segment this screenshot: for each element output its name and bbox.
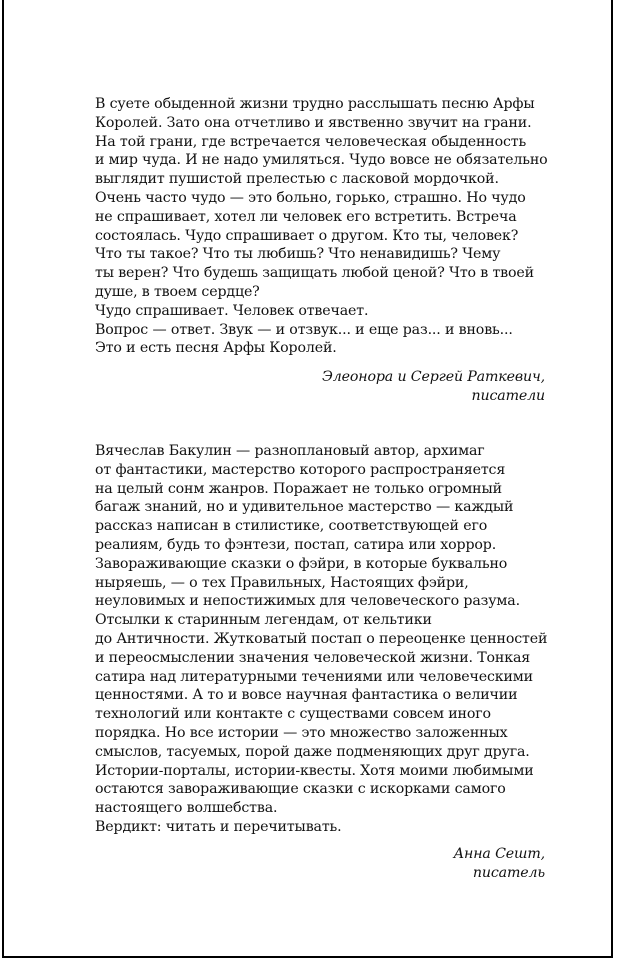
text-line: На той грани, где встречается человеческая обыденность <box>95 133 527 150</box>
text-line: порядка. Но все истории — это множество заложенных <box>95 724 508 741</box>
text-line: Истории-порталы, истории-квесты. Хотя моими любимыми <box>95 762 534 779</box>
signature-1 <box>322 368 545 406</box>
text-line: Вопрос — ответ. Звук — и отзвук... и еще раз... и вновь... <box>95 321 513 338</box>
text-line: неуловимых и непостижимых для человеческого разума. <box>95 593 520 610</box>
text-line: Очень часто чудо — это больно, горько, страшно. Но чудо <box>95 189 526 206</box>
text-line: душе, в твоем сердце? <box>95 283 260 300</box>
text-line: В суете обыденной жизни трудно расслышать песню Арфы <box>95 96 535 112</box>
text-line: Вячеслав Бакулин — разноплановый автор, архимаг <box>95 443 485 459</box>
text-line: от фантастики, мастерство которого распространяется <box>95 461 506 478</box>
text-line: Королей. Зато она отчетливо и явственно звучит на грани. <box>95 114 532 131</box>
text-line: не спрашивает, хотел ли человек его встретить. Встреча <box>95 208 517 225</box>
text-line: ценностями. А то и вовсе научная фантастика о величии <box>95 687 518 704</box>
text-line: ты верен? Что будешь защищать любой ценой? Что в твоей <box>95 265 534 282</box>
text-line: Это и есть песня Арфы Королей. <box>95 340 337 357</box>
review-text-1 <box>95 95 555 358</box>
text-line: до Античности. Жутковатый постап о переоценке ценностей <box>95 630 548 647</box>
text-line: технологий или контакте с существами совсем иного <box>95 706 491 723</box>
text-line: Отсылки к старинным легендам, от кельтики <box>95 612 432 629</box>
text-line: Чудо спрашивает. Человек отвечает. <box>95 302 369 319</box>
signature-1-role: писатели <box>471 388 545 404</box>
text-line: и переосмыслении значения человеческой жизни. Тонкая <box>95 649 531 666</box>
signature-2-name: Анна Сешт, <box>453 846 545 862</box>
text-line: реалиям, будь то фэнтези, постап, сатира или хоррор. <box>95 536 497 553</box>
text-line: Завораживающие сказки о фэйри, в которые буквально <box>95 555 508 572</box>
text-line: сатира над литературными течениями или человеческими <box>95 668 533 685</box>
text-line: Что ты такое? Что ты любишь? Что ненавидишь? Чему <box>95 246 501 263</box>
text-line: багаж знаний, но и удивительное мастерство — каждый <box>95 499 514 516</box>
signature-2 <box>453 845 545 883</box>
text-line: ныряешь, — о тех Правильных, Настоящих фэйри, <box>95 574 469 591</box>
signature-1-name: Элеонора и Сергей Раткевич, <box>322 369 545 385</box>
text-line: Вердикт: читать и перечитывать. <box>95 818 342 835</box>
text-line: и мир чуда. И не надо умиляться. Чудо вовсе не обязательно <box>95 152 548 169</box>
signature-2-role: писатель <box>472 865 545 881</box>
text-line: настоящего волшебства. <box>95 800 278 817</box>
text-line: остаются завораживающие сказки с искорками самого <box>95 781 506 798</box>
text-line: на целый сонм жанров. Поражает не только огромный <box>95 480 502 497</box>
text-line: выглядит пушистой прелестью с ласковой мордочкой. <box>95 171 499 188</box>
review-text-2 <box>95 442 555 837</box>
text-line: рассказ написан в стилистике, соответствующей его <box>95 518 488 535</box>
text-line: смыслов, тасуемых, порой даже подменяющих друг друга. <box>95 743 530 760</box>
text-line: состоялась. Чудо спрашивает о другом. Кто ты, человек? <box>95 227 519 244</box>
